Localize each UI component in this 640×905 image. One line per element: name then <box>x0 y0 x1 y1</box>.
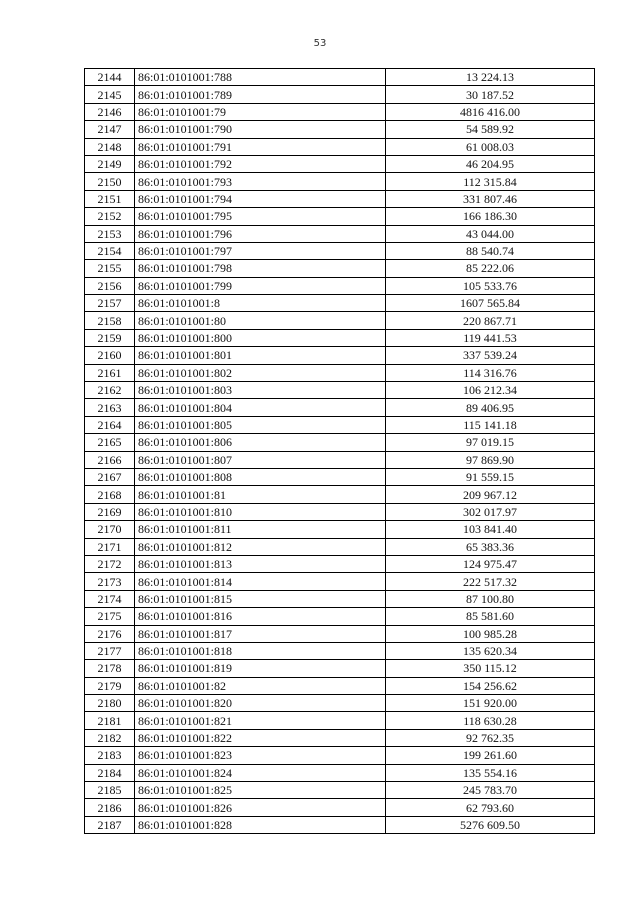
cadastral-value-cell: 88 540.74 <box>386 242 595 259</box>
cadastral-value-table <box>84 68 595 834</box>
cadastral-number-cell: 86:01:0101001:805 <box>135 416 386 433</box>
table-row <box>85 625 595 642</box>
cadastral-number-cell: 86:01:0101001:822 <box>135 729 386 746</box>
table-row <box>85 608 595 625</box>
cadastral-number-cell: 86:01:0101001:815 <box>135 590 386 607</box>
cadastral-value-cell: 103 841.40 <box>386 521 595 538</box>
table-row <box>85 695 595 712</box>
cadastral-value-cell: 61 008.03 <box>386 138 595 155</box>
cadastral-value-cell: 85 581.60 <box>386 608 595 625</box>
row-number-cell: 2149 <box>85 155 135 172</box>
cadastral-number-cell: 86:01:0101001:793 <box>135 173 386 190</box>
cadastral-value-cell: 337 539.24 <box>386 347 595 364</box>
cadastral-value-cell: 97 019.15 <box>386 434 595 451</box>
cadastral-value-cell: 154 256.62 <box>386 677 595 694</box>
cadastral-number-cell: 86:01:0101001:792 <box>135 155 386 172</box>
table-row <box>85 208 595 225</box>
cadastral-value-cell: 222 517.32 <box>386 573 595 590</box>
row-number-cell: 2186 <box>85 799 135 816</box>
cadastral-number-cell: 86:01:0101001:814 <box>135 573 386 590</box>
row-number-cell: 2178 <box>85 660 135 677</box>
table-row <box>85 660 595 677</box>
cadastral-value-cell: 151 920.00 <box>386 695 595 712</box>
row-number-cell: 2144 <box>85 69 135 86</box>
row-number-cell: 2181 <box>85 712 135 729</box>
cadastral-value-cell: 43 044.00 <box>386 225 595 242</box>
cadastral-number-cell: 86:01:0101001:813 <box>135 555 386 572</box>
cadastral-value-cell: 220 867.71 <box>386 312 595 329</box>
table-row <box>85 573 595 590</box>
table-row <box>85 486 595 503</box>
table-row <box>85 729 595 746</box>
cadastral-number-cell: 86:01:0101001:82 <box>135 677 386 694</box>
cadastral-value-cell: 54 589.92 <box>386 121 595 138</box>
table-row <box>85 173 595 190</box>
cadastral-number-cell: 86:01:0101001:820 <box>135 695 386 712</box>
table-row <box>85 225 595 242</box>
row-number-cell: 2148 <box>85 138 135 155</box>
cadastral-number-cell: 86:01:0101001:811 <box>135 521 386 538</box>
table-row <box>85 329 595 346</box>
cadastral-number-cell: 86:01:0101001:795 <box>135 208 386 225</box>
table-row <box>85 434 595 451</box>
row-number-cell: 2182 <box>85 729 135 746</box>
row-number-cell: 2166 <box>85 451 135 468</box>
cadastral-number-cell: 86:01:0101001:797 <box>135 242 386 259</box>
cadastral-value-cell: 1607 565.84 <box>386 295 595 312</box>
table-row <box>85 677 595 694</box>
row-number-cell: 2153 <box>85 225 135 242</box>
cadastral-number-cell: 86:01:0101001:799 <box>135 277 386 294</box>
cadastral-number-cell: 86:01:0101001:794 <box>135 190 386 207</box>
row-number-cell: 2162 <box>85 382 135 399</box>
table-row <box>85 103 595 120</box>
table-row <box>85 764 595 781</box>
table-body <box>85 69 595 834</box>
page-number: 53 <box>313 38 327 49</box>
row-number-cell: 2156 <box>85 277 135 294</box>
cadastral-number-cell: 86:01:0101001:803 <box>135 382 386 399</box>
table-row <box>85 782 595 799</box>
row-number-cell: 2179 <box>85 677 135 694</box>
table-row <box>85 138 595 155</box>
row-number-cell: 2171 <box>85 538 135 555</box>
row-number-cell: 2163 <box>85 399 135 416</box>
cadastral-value-cell: 62 793.60 <box>386 799 595 816</box>
row-number-cell: 2157 <box>85 295 135 312</box>
cadastral-number-cell: 86:01:0101001:823 <box>135 747 386 764</box>
row-number-cell: 2165 <box>85 434 135 451</box>
table-row <box>85 347 595 364</box>
cadastral-number-cell: 86:01:0101001:806 <box>135 434 386 451</box>
row-number-cell: 2183 <box>85 747 135 764</box>
row-number-cell: 2152 <box>85 208 135 225</box>
row-number-cell: 2173 <box>85 573 135 590</box>
table-row <box>85 642 595 659</box>
cadastral-number-cell: 86:01:0101001:798 <box>135 260 386 277</box>
cadastral-value-cell: 114 316.76 <box>386 364 595 381</box>
cadastral-number-cell: 86:01:0101001:817 <box>135 625 386 642</box>
row-number-cell: 2161 <box>85 364 135 381</box>
row-number-cell: 2164 <box>85 416 135 433</box>
table-row <box>85 590 595 607</box>
table-row <box>85 382 595 399</box>
row-number-cell: 2176 <box>85 625 135 642</box>
cadastral-value-cell: 5276 609.50 <box>386 816 595 833</box>
cadastral-value-cell: 92 762.35 <box>386 729 595 746</box>
cadastral-value-cell: 112 315.84 <box>386 173 595 190</box>
cadastral-value-cell: 135 554.16 <box>386 764 595 781</box>
table-row <box>85 816 595 833</box>
table-row <box>85 712 595 729</box>
row-number-cell: 2175 <box>85 608 135 625</box>
cadastral-value-cell: 331 807.46 <box>386 190 595 207</box>
cadastral-number-cell: 86:01:0101001:802 <box>135 364 386 381</box>
cadastral-value-cell: 87 100.80 <box>386 590 595 607</box>
table-row <box>85 416 595 433</box>
cadastral-value-cell: 245 783.70 <box>386 782 595 799</box>
cadastral-value-cell: 209 967.12 <box>386 486 595 503</box>
row-number-cell: 2154 <box>85 242 135 259</box>
cadastral-number-cell: 86:01:0101001:801 <box>135 347 386 364</box>
row-number-cell: 2170 <box>85 521 135 538</box>
cadastral-value-cell: 13 224.13 <box>386 69 595 86</box>
row-number-cell: 2174 <box>85 590 135 607</box>
row-number-cell: 2168 <box>85 486 135 503</box>
cadastral-number-cell: 86:01:0101001:819 <box>135 660 386 677</box>
row-number-cell: 2185 <box>85 782 135 799</box>
cadastral-number-cell: 86:01:0101001:812 <box>135 538 386 555</box>
table-row <box>85 155 595 172</box>
cadastral-value-cell: 119 441.53 <box>386 329 595 346</box>
row-number-cell: 2172 <box>85 555 135 572</box>
table-row <box>85 399 595 416</box>
row-number-cell: 2146 <box>85 103 135 120</box>
cadastral-number-cell: 86:01:0101001:800 <box>135 329 386 346</box>
cadastral-number-cell: 86:01:0101001:808 <box>135 468 386 485</box>
cadastral-number-cell: 86:01:0101001:816 <box>135 608 386 625</box>
cadastral-value-cell: 30 187.52 <box>386 86 595 103</box>
table-row <box>85 538 595 555</box>
cadastral-value-cell: 166 186.30 <box>386 208 595 225</box>
cadastral-number-cell: 86:01:0101001:824 <box>135 764 386 781</box>
cadastral-number-cell: 86:01:0101001:807 <box>135 451 386 468</box>
cadastral-number-cell: 86:01:0101001:81 <box>135 486 386 503</box>
cadastral-number-cell: 86:01:0101001:804 <box>135 399 386 416</box>
cadastral-number-cell: 86:01:0101001:788 <box>135 69 386 86</box>
cadastral-value-cell: 106 212.34 <box>386 382 595 399</box>
cadastral-value-cell: 135 620.34 <box>386 642 595 659</box>
cadastral-value-cell: 350 115.12 <box>386 660 595 677</box>
row-number-cell: 2150 <box>85 173 135 190</box>
row-number-cell: 2155 <box>85 260 135 277</box>
table-row <box>85 69 595 86</box>
cadastral-value-cell: 85 222.06 <box>386 260 595 277</box>
table-row <box>85 312 595 329</box>
cadastral-number-cell: 86:01:0101001:810 <box>135 503 386 520</box>
cadastral-number-cell: 86:01:0101001:826 <box>135 799 386 816</box>
table-row <box>85 277 595 294</box>
cadastral-value-cell: 118 630.28 <box>386 712 595 729</box>
cadastral-value-cell: 199 261.60 <box>386 747 595 764</box>
cadastral-number-cell: 86:01:0101001:790 <box>135 121 386 138</box>
cadastral-value-cell: 46 204.95 <box>386 155 595 172</box>
row-number-cell: 2177 <box>85 642 135 659</box>
table-row <box>85 451 595 468</box>
cadastral-number-cell: 86:01:0101001:789 <box>135 86 386 103</box>
row-number-cell: 2159 <box>85 329 135 346</box>
cadastral-value-cell: 97 869.90 <box>386 451 595 468</box>
cadastral-value-cell: 115 141.18 <box>386 416 595 433</box>
cadastral-number-cell: 86:01:0101001:796 <box>135 225 386 242</box>
row-number-cell: 2160 <box>85 347 135 364</box>
table-row <box>85 242 595 259</box>
table-row <box>85 555 595 572</box>
cadastral-number-cell: 86:01:0101001:80 <box>135 312 386 329</box>
table-row <box>85 190 595 207</box>
table-row <box>85 295 595 312</box>
cadastral-value-cell: 100 985.28 <box>386 625 595 642</box>
cadastral-number-cell: 86:01:0101001:818 <box>135 642 386 659</box>
cadastral-value-cell: 105 533.76 <box>386 277 595 294</box>
cadastral-number-cell: 86:01:0101001:821 <box>135 712 386 729</box>
cadastral-value-cell: 89 406.95 <box>386 399 595 416</box>
table-row <box>85 747 595 764</box>
row-number-cell: 2147 <box>85 121 135 138</box>
cadastral-number-cell: 86:01:0101001:825 <box>135 782 386 799</box>
row-number-cell: 2145 <box>85 86 135 103</box>
row-number-cell: 2187 <box>85 816 135 833</box>
row-number-cell: 2167 <box>85 468 135 485</box>
table-row <box>85 503 595 520</box>
cadastral-value-cell: 4816 416.00 <box>386 103 595 120</box>
row-number-cell: 2180 <box>85 695 135 712</box>
cadastral-number-cell: 86:01:0101001:791 <box>135 138 386 155</box>
cadastral-value-cell: 91 559.15 <box>386 468 595 485</box>
table-row <box>85 521 595 538</box>
table-row <box>85 799 595 816</box>
cadastral-number-cell: 86:01:0101001:828 <box>135 816 386 833</box>
row-number-cell: 2169 <box>85 503 135 520</box>
cadastral-value-cell: 65 383.36 <box>386 538 595 555</box>
row-number-cell: 2151 <box>85 190 135 207</box>
table-row <box>85 260 595 277</box>
cadastral-value-cell: 124 975.47 <box>386 555 595 572</box>
table-row <box>85 364 595 381</box>
row-number-cell: 2158 <box>85 312 135 329</box>
cadastral-number-cell: 86:01:0101001:8 <box>135 295 386 312</box>
cadastral-value-cell: 302 017.97 <box>386 503 595 520</box>
table-row <box>85 468 595 485</box>
table-row <box>85 86 595 103</box>
table-row <box>85 121 595 138</box>
cadastral-number-cell: 86:01:0101001:79 <box>135 103 386 120</box>
row-number-cell: 2184 <box>85 764 135 781</box>
